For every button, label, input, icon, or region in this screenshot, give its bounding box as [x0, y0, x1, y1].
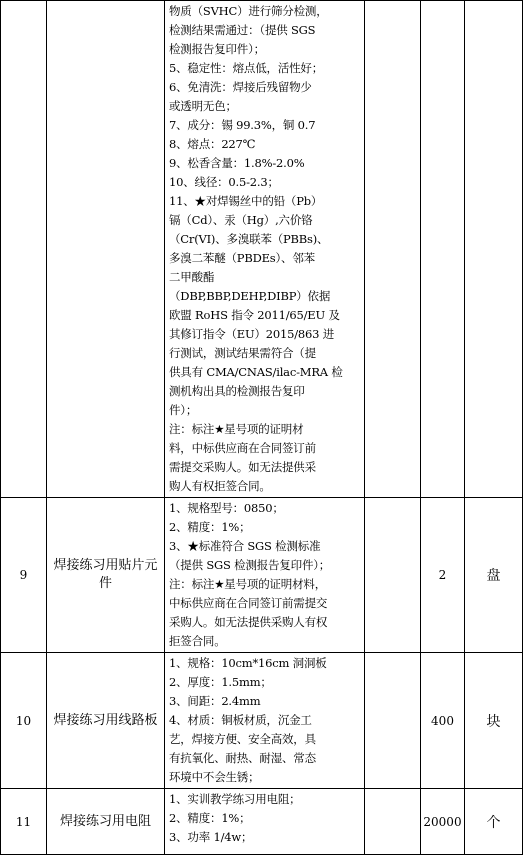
spec-line: 6、免清洗：焊接后残留物少 [169, 80, 312, 94]
item-name-cell: 焊接练习用电阻 [47, 789, 165, 855]
spec-line: 检测报告复印件）； [169, 42, 265, 56]
spec-line: 或透明无色； [169, 99, 237, 113]
spec-line: 镉（Cd）、汞（Hg）,六价铬 [169, 213, 313, 227]
note-line: 料，中标供应商在合同签订前 [169, 441, 316, 455]
item-name-cell: 焊接练习用贴片元件 [47, 498, 165, 653]
spec-line: 5、稳定性：熔点低，活性好； [169, 61, 324, 75]
spec-line: 物质（SVHC）进行筛分检测， [169, 4, 328, 18]
spec-line: 检测结果需通过：（提供 SGS [169, 23, 316, 37]
spec-line: 10、线径：0.5-2.3； [169, 175, 279, 189]
quantity-cell [421, 1, 465, 498]
spec-line: 供具有 CMA/CNAS/ilac-MRA 检 [169, 365, 343, 379]
spec-line: 8、熔点：227℃ [169, 137, 256, 151]
spec-line: （提供 SGS 检测报告复印件）； [169, 558, 331, 572]
item-number-cell: 9 [1, 498, 47, 653]
spec-line: 有抗氧化、耐热、耐湿、常态 [169, 751, 316, 765]
note-line: 购人有权拒签合同。 [169, 479, 271, 493]
spec-line: 多溴二苯醚（PBDEs）、邻苯 [169, 251, 315, 265]
item-spec-cell [165, 498, 365, 653]
unit-cell: 个 [465, 789, 523, 855]
spec-line: 行测试，测试结果需符合（提 [169, 346, 316, 360]
spec-line: 1、规格型号：0850； [169, 501, 284, 515]
item-spec-cell [165, 1, 365, 498]
quantity-cell: 2 [421, 498, 465, 653]
table-row [1, 498, 523, 653]
item-spec-cell [165, 789, 365, 855]
note-line: 注：标注★星号项的证明材 [169, 422, 304, 436]
note-line: 采购人。如无法提供采购人有权 [169, 615, 328, 629]
table-row [1, 1, 523, 498]
spec-line: 9、松香含量：1.8%-2.0% [169, 156, 305, 170]
quantity-cell: 400 [421, 653, 465, 789]
unit-cell [465, 1, 523, 498]
spec-line: 2、厚度：1.5mm； [169, 675, 272, 689]
spec-line: 3、功率 1/4w； [169, 830, 253, 844]
item-name-cell [47, 1, 165, 498]
spec-line: （DBP,BBP,DEHP,DIBP）依据 [169, 289, 331, 303]
empty-cell [365, 498, 421, 653]
spec-line: 艺，焊接方便、安全高效，具 [169, 732, 316, 746]
table-row [1, 789, 523, 855]
note-line: 需提交采购人。如无法提供采 [169, 460, 316, 474]
item-spec-cell [165, 653, 365, 789]
spec-line: 2、精度：1%； [169, 520, 251, 534]
empty-cell [365, 653, 421, 789]
spec-line: 1、规格：10cm*16cm 洞洞板 [169, 656, 327, 670]
spec-line: 2、精度：1%； [169, 811, 251, 825]
quantity-cell: 20000 [421, 789, 465, 855]
spec-line: 3、★标准符合 SGS 检测标准 [169, 539, 321, 553]
spec-line: 7、成分：锡 99.3%，铜 0.7 [169, 118, 316, 132]
spec-line: 环境中不会生锈； [169, 770, 260, 784]
note-line: 注：标注★星号项的证明材料， [169, 577, 327, 591]
unit-cell: 盘 [465, 498, 523, 653]
spec-line: 1、实训教学练习用电阻； [169, 792, 301, 806]
spec-line: 欧盟 RoHS 指令 2011/65/EU 及 [169, 308, 340, 322]
item-number-cell: 10 [1, 653, 47, 789]
spec-line: （Cr(VI)、多溴联苯（PBBs)、 [169, 232, 329, 246]
note-line: 拒签合同。 [169, 634, 226, 648]
spec-line: 11、★对焊锡丝中的铅（Pb） [169, 194, 323, 208]
empty-cell [365, 1, 421, 498]
spec-line: 3、间距：2.4mm [169, 694, 261, 708]
note-line: 中标供应商在合同签订前需提交 [169, 596, 328, 610]
table-row [1, 653, 523, 789]
item-name-cell: 焊接练习用线路板 [47, 653, 165, 789]
spec-line: 件）； [169, 403, 198, 417]
empty-cell [365, 789, 421, 855]
unit-cell: 块 [465, 653, 523, 789]
spec-line: 其修订指令（EU）2015/863 进 [169, 327, 335, 341]
spec-line: 测机构出具的检测报告复印 [169, 384, 305, 398]
spec-line: 4、材质：铜板材质，沉金工 [169, 713, 312, 727]
item-number-cell [1, 1, 47, 498]
spec-line: 二甲酸酯 [169, 270, 215, 284]
item-number-cell: 11 [1, 789, 47, 855]
